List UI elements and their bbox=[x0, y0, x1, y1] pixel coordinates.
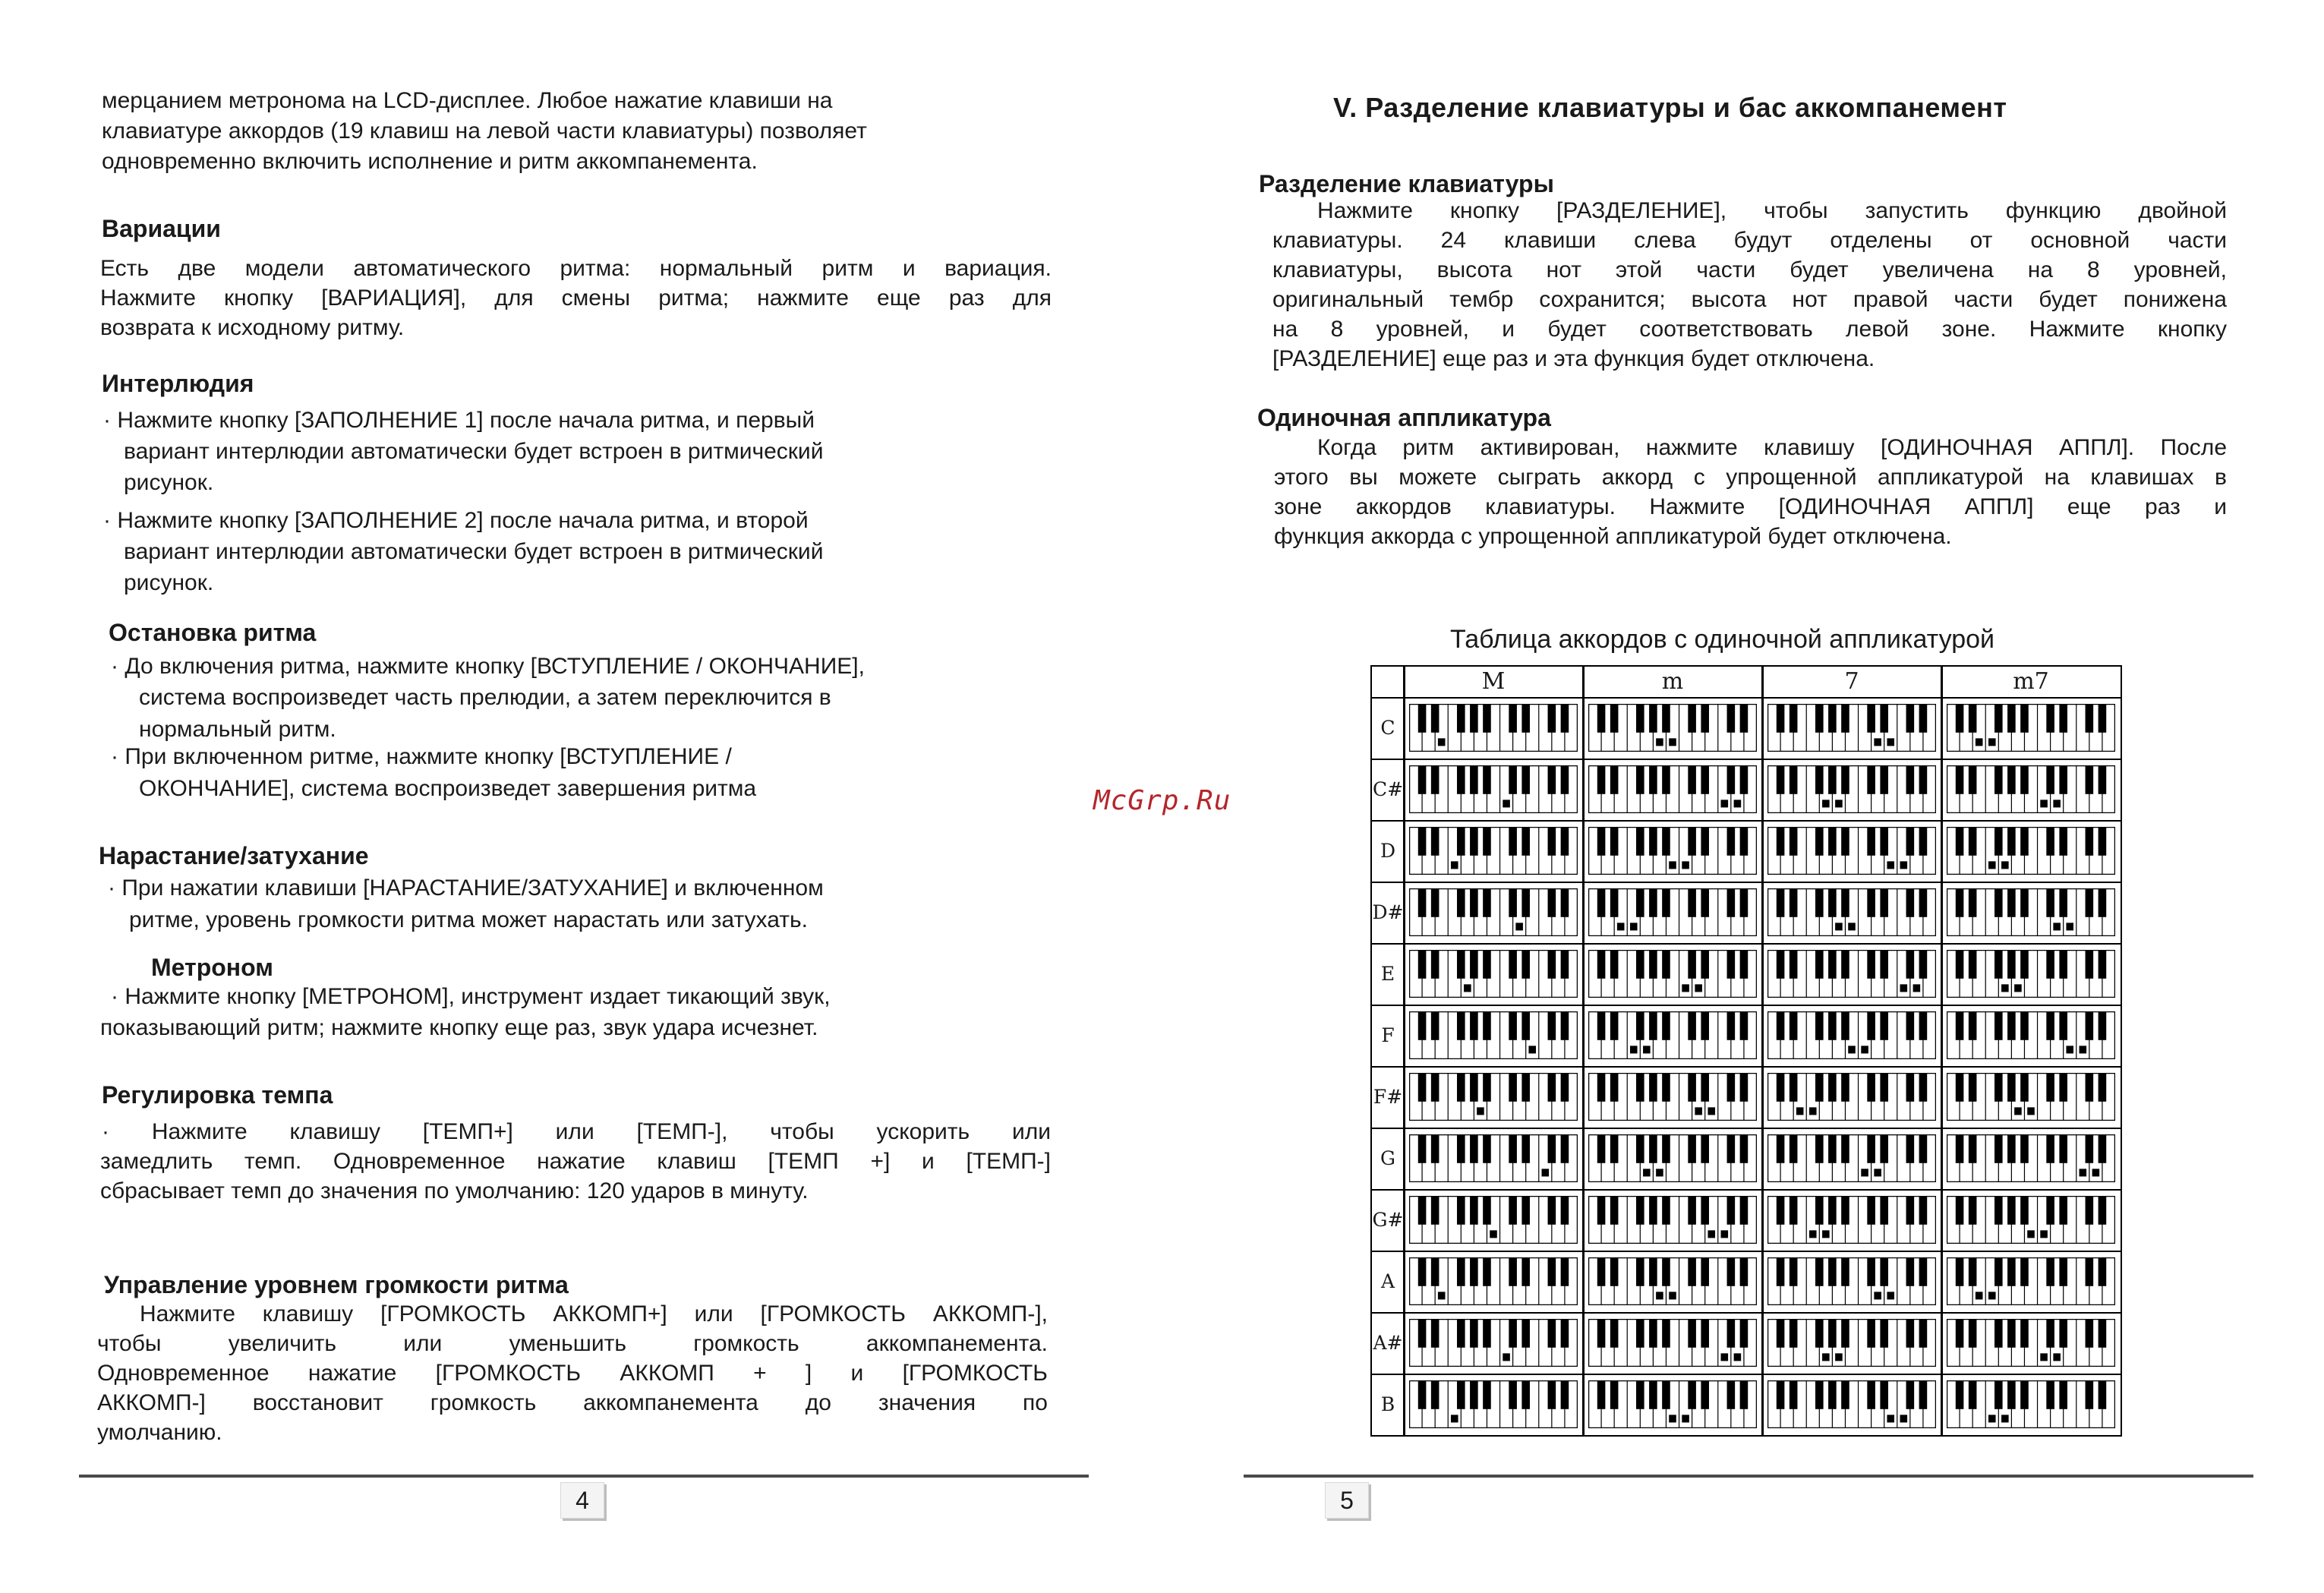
row-header: A# bbox=[1373, 1332, 1403, 1354]
mini-keyboard-icon bbox=[1409, 765, 1578, 813]
mini-keyboard-icon bbox=[1409, 704, 1578, 752]
row-header: D# bbox=[1372, 901, 1404, 923]
mini-keyboard-icon bbox=[1409, 950, 1578, 998]
page-number: 5 bbox=[1325, 1482, 1369, 1519]
table-column-divider bbox=[1941, 667, 1943, 1435]
heading-metronome: Метроном bbox=[151, 954, 273, 981]
row-header: E bbox=[1380, 963, 1395, 985]
row-header: C bbox=[1380, 717, 1395, 739]
mini-keyboard-icon bbox=[1767, 1134, 1936, 1182]
mini-keyboard-icon bbox=[1588, 1134, 1757, 1182]
mini-keyboard-icon bbox=[1409, 888, 1578, 936]
table-row-divider bbox=[1372, 1374, 2121, 1375]
mini-keyboard-icon bbox=[1767, 950, 1936, 998]
page-number: 4 bbox=[560, 1482, 604, 1519]
mini-keyboard-icon bbox=[1767, 888, 1936, 936]
footer-divider bbox=[1244, 1475, 2253, 1478]
text-line: одновременно включить исполнение и ритм аккомпанемента. bbox=[102, 149, 758, 174]
mini-keyboard-icon bbox=[1767, 1257, 1936, 1305]
mini-keyboard-icon bbox=[1409, 1196, 1578, 1244]
heading-rhythm-stop: Остановка ритма bbox=[109, 619, 317, 646]
table-row-divider bbox=[1372, 1312, 2121, 1314]
table-caption: Таблица аккордов с одиночной аппликатурой bbox=[1450, 625, 1995, 654]
text-line: · При нажатии клавиши [НАРАСТАНИЕ/ЗАТУХАНИЕ] и включенном bbox=[108, 875, 824, 901]
table-column-divider bbox=[1582, 667, 1585, 1435]
text-line: Нажмите кнопку [РАЗДЕЛЕНИЕ], чтобы запустить функцию двойной bbox=[1317, 198, 2227, 223]
text-line: возврата к исходному ритму. bbox=[100, 315, 405, 340]
text-line: · Нажмите кнопку [ЗАПОЛНЕНИЕ 1] после начала ритма, и первый bbox=[103, 408, 815, 433]
mini-keyboard-icon bbox=[1588, 1073, 1757, 1121]
footer-divider bbox=[79, 1475, 1089, 1478]
text-line: [РАЗДЕЛЕНИЕ] еще раз и эта функция будет отключена. bbox=[1272, 346, 1875, 371]
text-line: система воспроизведет часть прелюдии, а затем переключится в bbox=[139, 685, 831, 710]
text-line: умолчанию. bbox=[97, 1420, 222, 1445]
table-row-divider bbox=[1372, 1189, 2121, 1191]
column-header: M bbox=[1481, 668, 1506, 695]
mini-keyboard-icon bbox=[1588, 765, 1757, 813]
text-line: Одновременное нажатие [ГРОМКОСТЬ АККОМП + ] и [ГРОМКОСТЬ bbox=[97, 1361, 1048, 1386]
mini-keyboard-icon bbox=[1409, 827, 1578, 875]
mini-keyboard-icon bbox=[1588, 950, 1757, 998]
mini-keyboard-icon bbox=[1588, 1380, 1757, 1428]
section-title: V. Разделение клавиатуры и бас аккомпанемент bbox=[1333, 92, 2007, 123]
mini-keyboard-icon bbox=[1409, 1257, 1578, 1305]
heading-interlude: Интерлюдия bbox=[102, 370, 254, 397]
row-header: A bbox=[1380, 1270, 1395, 1292]
mini-keyboard-icon bbox=[1588, 1196, 1757, 1244]
text-line: · До включения ритма, нажмите кнопку [ВСТУПЛЕНИЕ / ОКОНЧАНИЕ], bbox=[111, 654, 865, 679]
heading-volume: Управление уровнем громкости ритма bbox=[104, 1271, 569, 1298]
heading-single-fingering: Одиночная аппликатура bbox=[1257, 404, 1551, 431]
mini-keyboard-icon bbox=[1767, 765, 1936, 813]
mini-keyboard-icon bbox=[1947, 1196, 2115, 1244]
mini-keyboard-icon bbox=[1767, 1319, 1936, 1367]
row-header: C# bbox=[1372, 778, 1404, 800]
mini-keyboard-icon bbox=[1409, 1380, 1578, 1428]
text-line: · Нажмите кнопку [ЗАПОЛНЕНИЕ 2] после начала ритма, и второй bbox=[103, 508, 809, 533]
mini-keyboard-icon bbox=[1588, 1257, 1757, 1305]
text-line: чтобы увеличить или уменьшить громкость аккомпанемента. bbox=[97, 1331, 1048, 1356]
text-line: зоне аккордов клавиатуры. Нажмите [ОДИНОЧНАЯ АППЛ] еще раз и bbox=[1274, 494, 2227, 519]
table-row-divider bbox=[1372, 820, 2121, 822]
mini-keyboard-icon bbox=[1947, 888, 2115, 936]
mini-keyboard-icon bbox=[1588, 888, 1757, 936]
mini-keyboard-icon bbox=[1409, 1011, 1578, 1059]
mini-keyboard-icon bbox=[1947, 1073, 2115, 1121]
text-line: клавиатуры. 24 клавиши слева будут отделены от основной части bbox=[1272, 228, 2227, 253]
mini-keyboard-icon bbox=[1767, 704, 1936, 752]
text-line: · Нажмите клавишу [ТЕМП+] или [ТЕМП-], чтобы ускорить или bbox=[102, 1119, 1051, 1144]
mini-keyboard-icon bbox=[1947, 765, 2115, 813]
mini-keyboard-icon bbox=[1588, 1319, 1757, 1367]
text-line: клавиатуры, высота нот этой части будет увеличена на 8 уровней, bbox=[1272, 257, 2227, 282]
text-line: рисунок. bbox=[124, 570, 214, 595]
column-header: m bbox=[1661, 668, 1684, 695]
mini-keyboard-icon bbox=[1947, 704, 2115, 752]
mini-keyboard-icon bbox=[1947, 827, 2115, 875]
heading-keyboard-split: Разделение клавиатуры bbox=[1259, 170, 1554, 197]
text-line: нормальный ритм. bbox=[139, 717, 336, 742]
text-line: ритме, уровень громкости ритма может нарастать или затухать. bbox=[129, 907, 808, 932]
mini-keyboard-icon bbox=[1767, 827, 1936, 875]
table-row-divider bbox=[1372, 1128, 2121, 1129]
text-line: Нажмите кнопку [ВАРИАЦИЯ], для смены ритма; нажмите еще раз для bbox=[100, 285, 1052, 311]
text-line: ОКОНЧАНИЕ], система воспроизведет завершения ритма bbox=[139, 776, 757, 801]
table-row-divider bbox=[1372, 943, 2121, 945]
text-line: Есть две модели автоматического ритма: нормальный ритм и вариация. bbox=[100, 256, 1052, 281]
mini-keyboard-icon bbox=[1409, 1134, 1578, 1182]
mini-keyboard-icon bbox=[1947, 1134, 2115, 1182]
text-line: этого вы можете сыграть аккорд с упрощенной аппликатурой на клавишах в bbox=[1274, 465, 2227, 490]
text-line: Когда ритм активирован, нажмите клавишу [ОДИНОЧНАЯ АППЛ]. После bbox=[1317, 435, 2227, 460]
mini-keyboard-icon bbox=[1947, 1380, 2115, 1428]
text-line: · При включенном ритме, нажмите кнопку [ВСТУПЛЕНИЕ / bbox=[111, 744, 732, 769]
text-line: функция аккорда с упрощенной аппликатурой будет отключена. bbox=[1274, 524, 1952, 549]
mini-keyboard-icon bbox=[1947, 950, 2115, 998]
row-header: D bbox=[1380, 840, 1396, 862]
row-header: B bbox=[1380, 1393, 1395, 1415]
mini-keyboard-icon bbox=[1947, 1257, 2115, 1305]
table-row-divider bbox=[1372, 697, 2121, 699]
row-header: G bbox=[1380, 1147, 1395, 1169]
text-line: показывающий ритм; нажмите кнопку еще раз, звук удара исчезнет. bbox=[100, 1015, 818, 1040]
text-line: · Нажмите кнопку [МЕТРОНОМ], инструмент издает тикающий звук, bbox=[111, 984, 831, 1009]
heading-variations: Вариации bbox=[102, 215, 221, 242]
mini-keyboard-icon bbox=[1767, 1073, 1936, 1121]
row-header: F# bbox=[1373, 1086, 1403, 1108]
text-line: Нажмите клавишу [ГРОМКОСТЬ АККОМП+] или [ГРОМКОСТЬ АККОМП-], bbox=[140, 1301, 1048, 1326]
text-line: замедлить темп. Одновременное нажатие клавиш [ТЕМП +] и [ТЕМП-] bbox=[100, 1149, 1051, 1174]
mini-keyboard-icon bbox=[1588, 827, 1757, 875]
mini-keyboard-icon bbox=[1767, 1196, 1936, 1244]
row-header: F bbox=[1381, 1024, 1395, 1046]
row-header: G# bbox=[1372, 1209, 1404, 1231]
heading-fade: Нарастание/затухание bbox=[99, 842, 369, 869]
heading-tempo: Регулировка темпа bbox=[102, 1081, 333, 1109]
mini-keyboard-icon bbox=[1588, 1011, 1757, 1059]
text-line: оригинальный тембр сохранится; высота нот правой части будет понижена bbox=[1272, 287, 2227, 312]
text-line: на 8 уровней, и будет соответствовать левой зоне. Нажмите кнопку bbox=[1272, 317, 2227, 342]
table-row-divider bbox=[1372, 1005, 2121, 1006]
mini-keyboard-icon bbox=[1588, 704, 1757, 752]
table-row-divider bbox=[1372, 1251, 2121, 1252]
text-line: мерцанием метронома на LCD-дисплее. Любое нажатие клавиши на bbox=[102, 88, 833, 113]
table-row-divider bbox=[1372, 759, 2121, 760]
table-row-divider bbox=[1372, 1066, 2121, 1068]
chord-table bbox=[1370, 665, 2122, 1437]
watermark: McGrp.Ru bbox=[1093, 785, 1231, 816]
mini-keyboard-icon bbox=[1409, 1319, 1578, 1367]
mini-keyboard-icon bbox=[1947, 1011, 2115, 1059]
text-line: вариант интерлюдии автоматически будет встроен в ритмический bbox=[124, 439, 824, 464]
column-header: 7 bbox=[1844, 668, 1859, 695]
table-corner-cell bbox=[1372, 667, 1404, 697]
mini-keyboard-icon bbox=[1767, 1011, 1936, 1059]
text-line: вариант интерлюдии автоматически будет встроен в ритмический bbox=[124, 539, 824, 564]
mini-keyboard-icon bbox=[1767, 1380, 1936, 1428]
mini-keyboard-icon bbox=[1947, 1319, 2115, 1367]
text-line: рисунок. bbox=[124, 470, 214, 495]
text-line: АККОМП-] восстановит громкость аккомпанемента до значения по bbox=[97, 1390, 1048, 1415]
table-row-divider bbox=[1372, 882, 2121, 883]
text-line: сбрасывает темп до значения по умолчанию: 120 ударов в минуту. bbox=[100, 1178, 809, 1203]
text-line: клавиатуре аккордов (19 клавиш на левой части клавиатуры) позволяет bbox=[102, 118, 867, 144]
column-header: m7 bbox=[2013, 668, 2049, 695]
table-column-divider bbox=[1761, 667, 1764, 1435]
mini-keyboard-icon bbox=[1409, 1073, 1578, 1121]
